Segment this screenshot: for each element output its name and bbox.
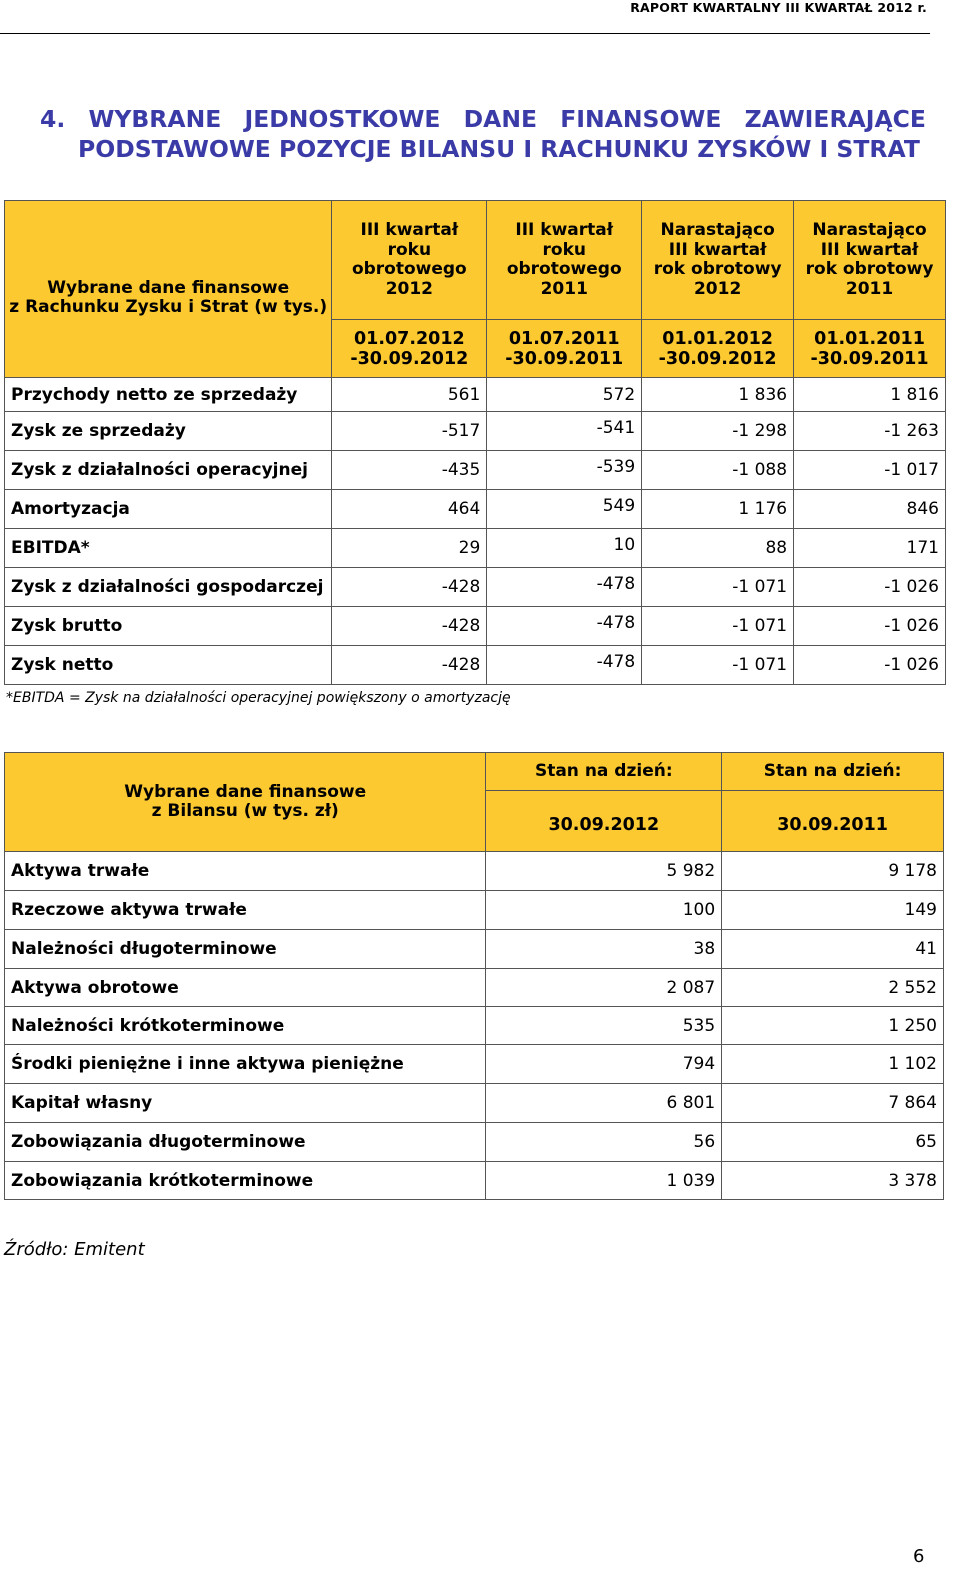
- cell-value: -478: [487, 607, 642, 646]
- cell-value: 1 102: [722, 1045, 944, 1084]
- income-statement-table: [4, 200, 946, 685]
- table-row: [5, 930, 944, 969]
- row-label: Zysk ze sprzedaży: [5, 412, 332, 451]
- source-note: Źródło: Emitent: [4, 1239, 145, 1260]
- table-row: [5, 378, 946, 412]
- cell-value: -428: [332, 568, 487, 607]
- table-row: [5, 412, 946, 451]
- row-label: Rzeczowe aktywa trwałe: [5, 891, 486, 930]
- cell-value: -541: [487, 412, 642, 451]
- cell-value: -435: [332, 451, 487, 490]
- row-label: Zysk z działalności operacyjnej: [5, 451, 332, 490]
- cell-value: -1 088: [642, 451, 794, 490]
- cell-value: 38: [486, 930, 722, 969]
- column-header: III kwartał roku obrotowego 2011: [487, 201, 642, 320]
- table-row: [5, 568, 946, 607]
- row-label: Amortyzacja: [5, 490, 332, 529]
- cell-value: 5 982: [486, 852, 722, 891]
- cell-value: 9 178: [722, 852, 944, 891]
- row-label: Przychody netto ze sprzedaży: [5, 378, 332, 412]
- column-header: Narastająco III kwartał rok obrotowy 2011: [794, 201, 946, 320]
- cell-value: 56: [486, 1123, 722, 1162]
- row-label: Należności długoterminowe: [5, 930, 486, 969]
- column-period: 01.07.2012 -30.09.2012: [332, 320, 487, 378]
- cell-value: 65: [722, 1123, 944, 1162]
- balance-sheet-table: [4, 752, 944, 1200]
- cell-value: -428: [332, 646, 487, 685]
- title-word: DANE: [463, 105, 538, 133]
- table-row: [5, 607, 946, 646]
- table-row: [5, 1045, 944, 1084]
- cell-value: 572: [487, 378, 642, 412]
- cell-value: 29: [332, 529, 487, 568]
- cell-value: 561: [332, 378, 487, 412]
- ebitda-footnote: *EBITDA = Zysk na działalności operacyjnej powiększony o amortyzację: [6, 690, 511, 706]
- table-row: [5, 891, 944, 930]
- column-period: 01.07.2011 -30.09.2011: [487, 320, 642, 378]
- table-row: [5, 1084, 944, 1123]
- cell-value: -1 071: [642, 646, 794, 685]
- table-row: [5, 490, 946, 529]
- cell-value: 1 176: [642, 490, 794, 529]
- cell-value: -478: [487, 646, 642, 685]
- row-label: Zobowiązania długoterminowe: [5, 1123, 486, 1162]
- row-label: Zysk brutto: [5, 607, 332, 646]
- column-period: 01.01.2011 -30.09.2011: [794, 320, 946, 378]
- cell-value: -478: [487, 568, 642, 607]
- row-label: Należności krótkoterminowe: [5, 1007, 486, 1045]
- cell-value: -1 017: [794, 451, 946, 490]
- balance-date: 30.09.2011: [722, 791, 944, 852]
- table-row: [5, 529, 946, 568]
- income-table-header-label: Wybrane dane finansowe z Rachunku Zysku i Strat (w tys.): [5, 201, 332, 378]
- cell-value: 1 250: [722, 1007, 944, 1045]
- section-title-line-1: [40, 104, 926, 134]
- table-row: [5, 646, 946, 685]
- cell-value: 3 378: [722, 1162, 944, 1200]
- cell-value: -1 026: [794, 568, 946, 607]
- cell-value: 535: [486, 1007, 722, 1045]
- row-label: Zobowiązania krótkoterminowe: [5, 1162, 486, 1200]
- title-word: WYBRANE: [88, 105, 222, 133]
- cell-value: 100: [486, 891, 722, 930]
- balance-table-header-label: Wybrane dane finansowe z Bilansu (w tys. zł): [5, 753, 486, 852]
- cell-value: -1 071: [642, 607, 794, 646]
- cell-value: -1 071: [642, 568, 794, 607]
- row-label: Zysk netto: [5, 646, 332, 685]
- table-row: [5, 852, 944, 891]
- cell-value: -1 026: [794, 607, 946, 646]
- cell-value: 10: [487, 529, 642, 568]
- row-label: Kapitał własny: [5, 1084, 486, 1123]
- cell-value: 1 836: [642, 378, 794, 412]
- cell-value: 1 039: [486, 1162, 722, 1200]
- row-label: Środki pieniężne i inne aktywa pieniężne: [5, 1045, 486, 1084]
- title-word: ZAWIERAJĄCE: [744, 105, 926, 133]
- cell-value: -428: [332, 607, 487, 646]
- cell-value: -1 298: [642, 412, 794, 451]
- cell-value: 549: [487, 490, 642, 529]
- cell-value: 2 087: [486, 969, 722, 1007]
- row-label: EBITDA*: [5, 529, 332, 568]
- column-period: 01.01.2012 -30.09.2012: [642, 320, 794, 378]
- cell-value: 2 552: [722, 969, 944, 1007]
- stan-label: Stan na dzień:: [486, 753, 722, 791]
- column-header: Narastająco III kwartał rok obrotowy 2012: [642, 201, 794, 320]
- title-word: 4.: [40, 105, 66, 133]
- cell-value: -517: [332, 412, 487, 451]
- row-label: Zysk z działalności gospodarczej: [5, 568, 332, 607]
- page-number: 6: [913, 1546, 925, 1567]
- table-row: [5, 1162, 944, 1200]
- cell-value: 88: [642, 529, 794, 568]
- cell-value: 846: [794, 490, 946, 529]
- balance-date: 30.09.2012: [486, 791, 722, 852]
- section-title-line-2: PODSTAWOWE POZYCJE BILANSU I RACHUNKU ZYSKÓW I STRAT: [78, 135, 920, 163]
- table-row: [5, 969, 944, 1007]
- table-row: [5, 1123, 944, 1162]
- cell-value: 41: [722, 930, 944, 969]
- table-row: [5, 1007, 944, 1045]
- cell-value: 149: [722, 891, 944, 930]
- report-header-text: RAPORT KWARTALNY III KWARTAŁ 2012 r.: [630, 0, 927, 15]
- title-word: JEDNOSTKOWE: [244, 105, 441, 133]
- cell-value: 6 801: [486, 1084, 722, 1123]
- page-header: [0, 0, 930, 34]
- cell-value: -1 263: [794, 412, 946, 451]
- cell-value: -539: [487, 451, 642, 490]
- cell-value: -1 026: [794, 646, 946, 685]
- cell-value: 171: [794, 529, 946, 568]
- stan-label: Stan na dzień:: [722, 753, 944, 791]
- cell-value: 464: [332, 490, 487, 529]
- column-header: III kwartał roku obrotowego 2012: [332, 201, 487, 320]
- section-title: [40, 104, 926, 164]
- cell-value: 1 816: [794, 378, 946, 412]
- title-word: FINANSOWE: [560, 105, 722, 133]
- cell-value: 7 864: [722, 1084, 944, 1123]
- cell-value: 794: [486, 1045, 722, 1084]
- row-label: Aktywa obrotowe: [5, 969, 486, 1007]
- row-label: Aktywa trwałe: [5, 852, 486, 891]
- table-row: [5, 451, 946, 490]
